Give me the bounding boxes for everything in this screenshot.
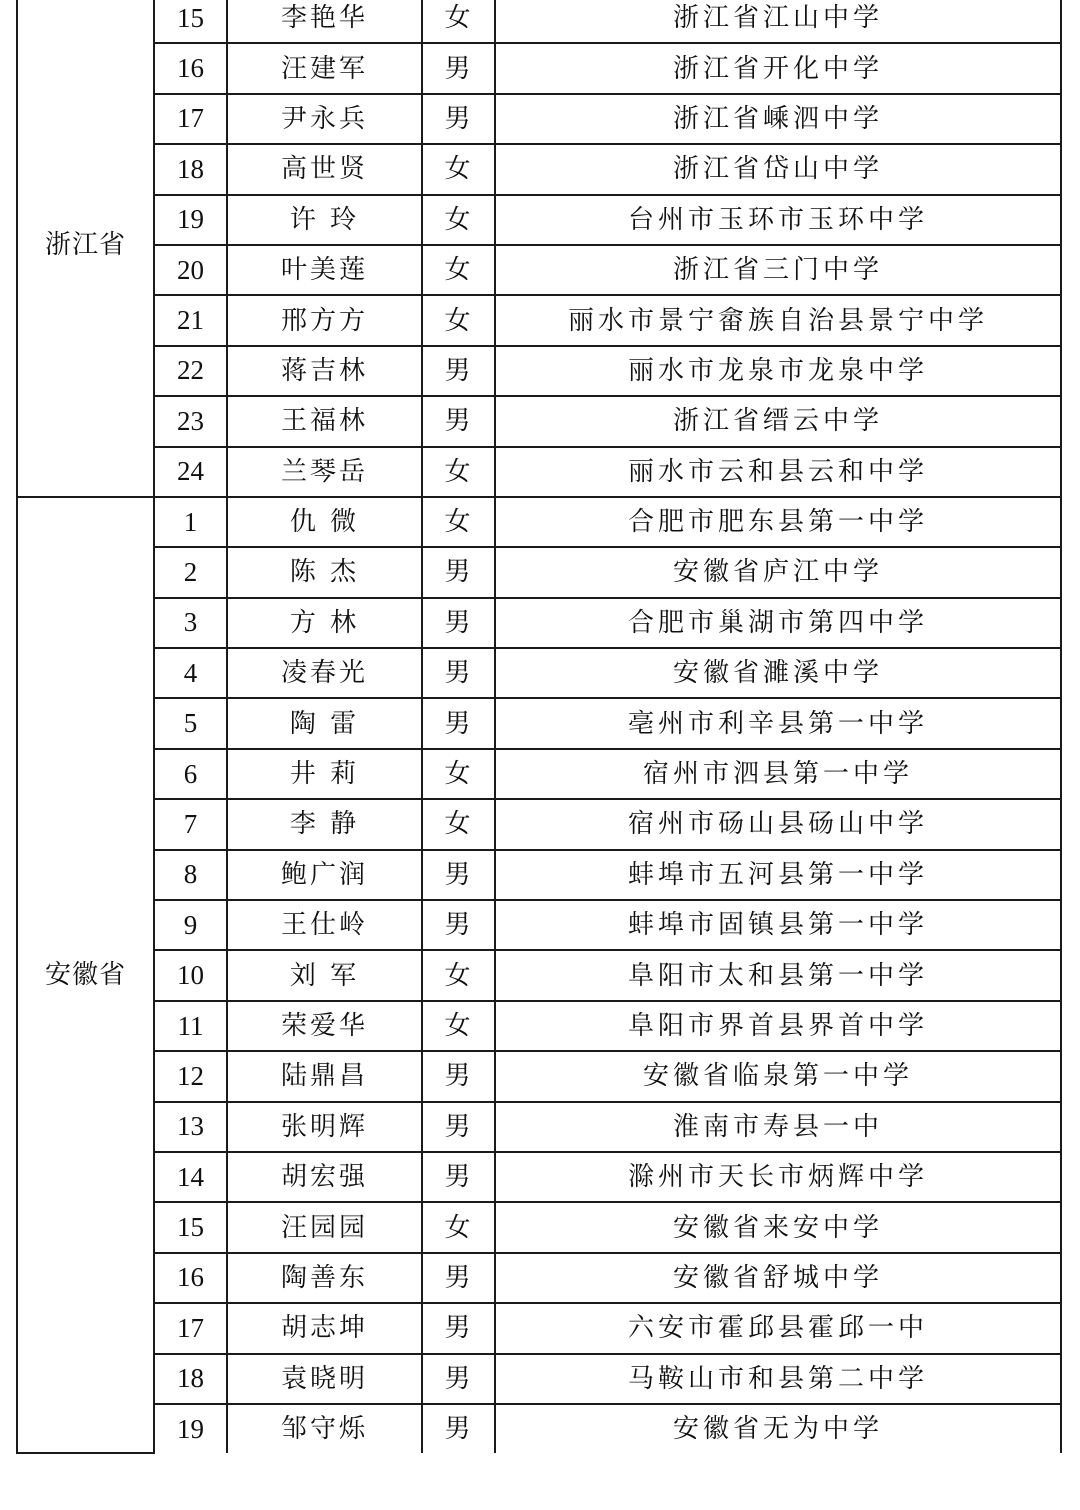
table-row	[17, 547, 1061, 597]
row-number-cell: 3	[154, 598, 227, 648]
name-cell: 胡志坤	[227, 1303, 422, 1353]
school-cell: 丽水市龙泉市龙泉中学	[495, 346, 1061, 396]
name-cell: 陶善东	[227, 1253, 422, 1303]
table-row	[17, 900, 1061, 950]
school-cell: 合肥市巢湖市第四中学	[495, 598, 1061, 648]
school-cell: 台州市玉环市玉环中学	[495, 195, 1061, 245]
row-number-cell: 2	[154, 547, 227, 597]
gender-cell: 男	[422, 94, 495, 144]
gender-cell: 女	[422, 144, 495, 194]
gender-cell: 女	[422, 1001, 495, 1051]
school-cell: 安徽省临泉第一中学	[495, 1051, 1061, 1101]
province-cell: 安徽省	[17, 497, 154, 1453]
school-cell: 浙江省开化中学	[495, 43, 1061, 93]
name-cell: 鲍广润	[227, 850, 422, 900]
school-cell: 安徽省濉溪中学	[495, 648, 1061, 698]
gender-cell: 男	[422, 547, 495, 597]
gender-cell: 男	[422, 1303, 495, 1353]
row-number-cell: 15	[154, 1202, 227, 1252]
table-row	[17, 144, 1061, 194]
school-cell: 阜阳市太和县第一中学	[495, 950, 1061, 1000]
row-number-cell: 10	[154, 950, 227, 1000]
name-cell: 陆鼎昌	[227, 1051, 422, 1101]
roster-body	[17, 0, 1061, 1453]
gender-cell: 女	[422, 447, 495, 497]
table-row	[17, 698, 1061, 748]
name-cell: 叶美莲	[227, 245, 422, 295]
table-row	[17, 497, 1061, 547]
school-cell: 安徽省舒城中学	[495, 1253, 1061, 1303]
school-cell: 浙江省岱山中学	[495, 144, 1061, 194]
gender-cell: 男	[422, 1404, 495, 1453]
school-cell: 蚌埠市固镇县第一中学	[495, 900, 1061, 950]
gender-cell: 男	[422, 900, 495, 950]
name-cell: 袁晓明	[227, 1354, 422, 1404]
row-number-cell: 16	[154, 1253, 227, 1303]
row-number-cell: 19	[154, 195, 227, 245]
row-number-cell: 16	[154, 43, 227, 93]
school-cell: 浙江省三门中学	[495, 245, 1061, 295]
name-cell: 刘 军	[227, 950, 422, 1000]
name-cell: 李艳华	[227, 0, 422, 43]
row-number-cell: 17	[154, 1303, 227, 1353]
table-row	[17, 245, 1061, 295]
row-number-cell: 18	[154, 1354, 227, 1404]
name-cell: 陈 杰	[227, 547, 422, 597]
school-cell: 安徽省无为中学	[495, 1404, 1061, 1453]
name-cell: 高世贤	[227, 144, 422, 194]
table-row	[17, 1404, 1061, 1453]
gender-cell: 男	[422, 346, 495, 396]
table-row	[17, 1152, 1061, 1202]
table-row	[17, 295, 1061, 345]
school-cell: 合肥市肥东县第一中学	[495, 497, 1061, 547]
school-cell: 亳州市利辛县第一中学	[495, 698, 1061, 748]
table-row	[17, 850, 1061, 900]
row-number-cell: 18	[154, 144, 227, 194]
province-cell: 浙江省	[17, 0, 154, 497]
row-number-cell: 19	[154, 1404, 227, 1453]
gender-cell: 男	[422, 598, 495, 648]
row-number-cell: 8	[154, 850, 227, 900]
school-cell: 蚌埠市五河县第一中学	[495, 850, 1061, 900]
table-row	[17, 1253, 1061, 1303]
table-row	[17, 0, 1061, 43]
name-cell: 井 莉	[227, 749, 422, 799]
name-cell: 李 静	[227, 799, 422, 849]
name-cell: 蒋吉林	[227, 346, 422, 396]
school-cell: 马鞍山市和县第二中学	[495, 1354, 1061, 1404]
school-cell: 宿州市泗县第一中学	[495, 749, 1061, 799]
table-row	[17, 1051, 1061, 1101]
gender-cell: 男	[422, 1354, 495, 1404]
gender-cell: 男	[422, 1102, 495, 1152]
row-number-cell: 1	[154, 497, 227, 547]
gender-cell: 男	[422, 1152, 495, 1202]
school-cell: 宿州市砀山县砀山中学	[495, 799, 1061, 849]
table-row	[17, 43, 1061, 93]
school-cell: 浙江省江山中学	[495, 0, 1061, 43]
name-cell: 凌春光	[227, 648, 422, 698]
table-row	[17, 1354, 1061, 1404]
name-cell: 许 玲	[227, 195, 422, 245]
table-row	[17, 1303, 1061, 1353]
row-number-cell: 5	[154, 698, 227, 748]
row-number-cell: 20	[154, 245, 227, 295]
row-number-cell: 17	[154, 94, 227, 144]
name-cell: 兰琴岳	[227, 447, 422, 497]
name-cell: 胡宏强	[227, 1152, 422, 1202]
row-number-cell: 13	[154, 1102, 227, 1152]
table-row	[17, 447, 1061, 497]
name-cell: 方 林	[227, 598, 422, 648]
table-row	[17, 799, 1061, 849]
name-cell: 汪建军	[227, 43, 422, 93]
gender-cell: 男	[422, 698, 495, 748]
table-row	[17, 1102, 1061, 1152]
name-cell: 王仕岭	[227, 900, 422, 950]
school-cell: 浙江省缙云中学	[495, 396, 1061, 446]
row-number-cell: 9	[154, 900, 227, 950]
school-cell: 丽水市云和县云和中学	[495, 447, 1061, 497]
table-row	[17, 950, 1061, 1000]
table-row	[17, 346, 1061, 396]
gender-cell: 女	[422, 1202, 495, 1252]
school-cell: 六安市霍邱县霍邱一中	[495, 1303, 1061, 1353]
school-cell: 浙江省嵊泗中学	[495, 94, 1061, 144]
gender-cell: 男	[422, 396, 495, 446]
name-cell: 仇 微	[227, 497, 422, 547]
row-number-cell: 15	[154, 0, 227, 43]
gender-cell: 女	[422, 749, 495, 799]
name-cell: 汪园园	[227, 1202, 422, 1252]
table-row	[17, 749, 1061, 799]
gender-cell: 女	[422, 950, 495, 1000]
table-row	[17, 1202, 1061, 1252]
school-cell: 滁州市天长市炳辉中学	[495, 1152, 1061, 1202]
school-cell: 安徽省来安中学	[495, 1202, 1061, 1252]
table-row	[17, 195, 1061, 245]
gender-cell: 男	[422, 1051, 495, 1101]
name-cell: 王福林	[227, 396, 422, 446]
row-number-cell: 23	[154, 396, 227, 446]
name-cell: 邹守烁	[227, 1404, 422, 1453]
roster-table	[16, 0, 1062, 1454]
row-number-cell: 11	[154, 1001, 227, 1051]
school-cell: 安徽省庐江中学	[495, 547, 1061, 597]
table-row	[17, 648, 1061, 698]
gender-cell: 女	[422, 295, 495, 345]
name-cell: 张明辉	[227, 1102, 422, 1152]
school-cell: 丽水市景宁畲族自治县景宁中学	[495, 295, 1061, 345]
table-row	[17, 598, 1061, 648]
gender-cell: 女	[422, 799, 495, 849]
name-cell: 荣爱华	[227, 1001, 422, 1051]
name-cell: 邢方方	[227, 295, 422, 345]
table-row	[17, 94, 1061, 144]
name-cell: 尹永兵	[227, 94, 422, 144]
gender-cell: 男	[422, 648, 495, 698]
row-number-cell: 14	[154, 1152, 227, 1202]
row-number-cell: 24	[154, 447, 227, 497]
row-number-cell: 22	[154, 346, 227, 396]
gender-cell: 女	[422, 245, 495, 295]
gender-cell: 女	[422, 0, 495, 43]
row-number-cell: 6	[154, 749, 227, 799]
school-cell: 淮南市寿县一中	[495, 1102, 1061, 1152]
row-number-cell: 7	[154, 799, 227, 849]
gender-cell: 男	[422, 1253, 495, 1303]
row-number-cell: 12	[154, 1051, 227, 1101]
gender-cell: 男	[422, 43, 495, 93]
school-cell: 阜阳市界首县界首中学	[495, 1001, 1061, 1051]
row-number-cell: 21	[154, 295, 227, 345]
gender-cell: 女	[422, 195, 495, 245]
gender-cell: 女	[422, 497, 495, 547]
table-row	[17, 1001, 1061, 1051]
gender-cell: 男	[422, 850, 495, 900]
name-cell: 陶 雷	[227, 698, 422, 748]
table-row	[17, 396, 1061, 446]
row-number-cell: 4	[154, 648, 227, 698]
